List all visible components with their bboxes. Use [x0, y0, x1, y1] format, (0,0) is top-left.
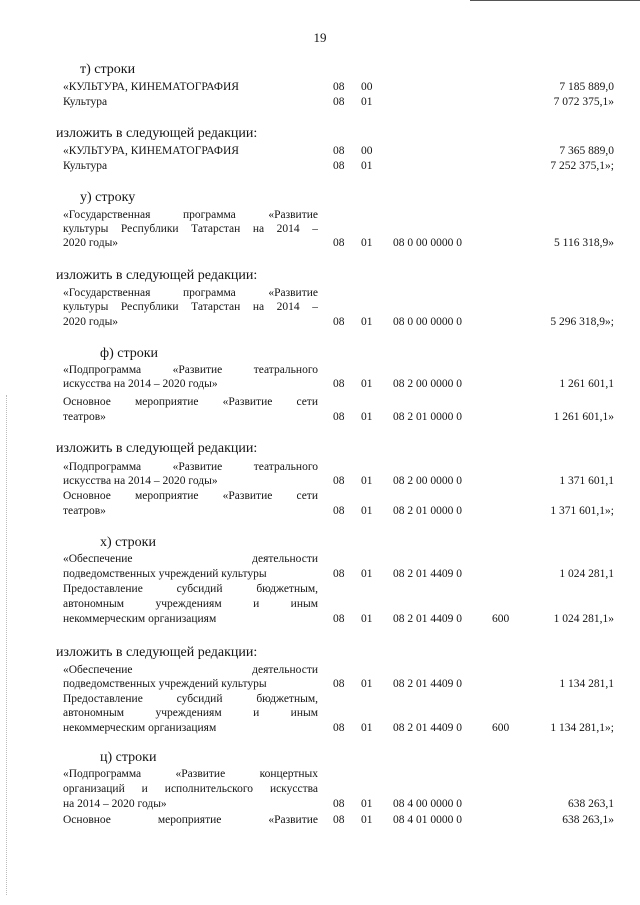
budget-row: [0, 813, 640, 827]
section-heading: ц) строки: [100, 750, 157, 765]
row-expense-type: 600: [492, 722, 510, 734]
row-subsection-code: 01: [361, 411, 373, 423]
row-name: 2020 годы»: [63, 316, 119, 328]
row-subsection-code: 01: [361, 237, 373, 249]
row-name: театров»: [63, 411, 106, 423]
row-section-code: 08: [333, 96, 345, 108]
budget-row: [0, 692, 640, 706]
budget-row: [0, 721, 640, 735]
row-amount: 7 072 375,1»: [553, 96, 614, 108]
row-name: 2020 годы»: [63, 237, 119, 249]
row-name: театров»: [63, 505, 106, 517]
row-subsection-code: 01: [361, 316, 373, 328]
row-target-article: 08 2 01 4409 0: [393, 678, 462, 690]
row-amount: 638 263,1»: [562, 814, 614, 826]
budget-row: [0, 144, 640, 158]
row-subsection-code: 01: [361, 475, 373, 487]
row-target-article: 08 2 01 0000 0: [393, 505, 462, 517]
row-target-article: 08 2 01 4409 0: [393, 568, 462, 580]
row-name: подведомственных учреждений культуры: [63, 678, 267, 690]
row-expense-type: 600: [492, 613, 510, 625]
row-subsection-code: 01: [361, 378, 373, 390]
budget-row: [0, 504, 640, 518]
row-name: организаций и исполнительского искусства: [63, 783, 318, 795]
row-target-article: 08 4 00 0000 0: [393, 798, 462, 810]
row-section-code: 08: [333, 237, 345, 249]
budget-row: [0, 377, 640, 391]
row-subsection-code: 00: [361, 81, 373, 93]
row-name: автономным учреждениям и иным: [63, 707, 318, 719]
budget-row: [0, 363, 640, 377]
row-target-article: 08 4 01 0000 0: [393, 814, 462, 826]
row-name: «Обеспечение деятельности: [63, 664, 318, 676]
row-name: Основное мероприятие «Развитие сети: [63, 396, 318, 408]
row-section-code: 08: [333, 678, 345, 690]
section-heading: изложить в следующей редакции:: [56, 268, 258, 283]
section-heading: у) строку: [80, 190, 136, 205]
budget-row: [0, 159, 640, 173]
row-amount: 5 296 318,9»;: [550, 316, 614, 328]
row-amount: 638 263,1: [568, 798, 614, 810]
budget-row: [0, 677, 640, 691]
budget-row: [0, 567, 640, 581]
row-amount: 7 365 889,0: [559, 145, 614, 157]
budget-row: [0, 597, 640, 611]
row-amount: 7 185 889,0: [559, 81, 614, 93]
row-target-article: 08 0 00 0000 0: [393, 316, 462, 328]
header-rule: [470, 0, 640, 1]
row-section-code: 08: [333, 411, 345, 423]
row-section-code: 08: [333, 568, 345, 580]
row-section-code: 08: [333, 505, 345, 517]
row-section-code: 08: [333, 81, 345, 93]
row-name: искусства на 2014 – 2020 годы»: [63, 475, 218, 487]
row-name: «КУЛЬТУРА, КИНЕМАТОГРАФИЯ: [63, 81, 239, 93]
budget-row: [0, 315, 640, 329]
section-heading: изложить в следующей редакции:: [56, 126, 258, 141]
row-target-article: 08 2 01 4409 0: [393, 613, 462, 625]
row-name: «Подпрограмма «Развитие театрального: [63, 364, 318, 376]
row-amount: 1 134 281,1: [559, 678, 614, 690]
row-amount: 1 024 281,1: [559, 568, 614, 580]
row-name: Культура: [63, 160, 108, 172]
budget-row: [0, 797, 640, 811]
row-name: «Государственная программа «Развитие: [63, 287, 318, 299]
row-name: Основное мероприятие «Развитие: [63, 814, 318, 826]
budget-row: [0, 474, 640, 488]
budget-row: [0, 410, 640, 424]
row-name: культуры Республики Татарстан на 2014 –: [63, 223, 318, 235]
page-number: 19: [313, 30, 327, 45]
budget-row: [0, 612, 640, 626]
budget-row: [0, 395, 640, 409]
budget-row: [0, 300, 640, 314]
row-subsection-code: 01: [361, 160, 373, 172]
row-name: искусства на 2014 – 2020 годы»: [63, 378, 218, 390]
row-subsection-code: 01: [361, 96, 373, 108]
budget-row: [0, 286, 640, 300]
row-section-code: 08: [333, 475, 345, 487]
row-amount: 1 261 601,1»: [553, 411, 614, 423]
row-name: «Подпрограмма «Развитие театрального: [63, 461, 318, 473]
budget-row: [0, 706, 640, 720]
row-section-code: 08: [333, 722, 345, 734]
row-amount: 7 252 375,1»;: [550, 160, 614, 172]
section-heading: т) строки: [80, 62, 136, 77]
row-section-code: 08: [333, 160, 345, 172]
row-section-code: 08: [333, 145, 345, 157]
budget-row: [0, 80, 640, 94]
budget-row: [0, 582, 640, 596]
budget-row: [0, 767, 640, 781]
row-name: подведомственных учреждений культуры: [63, 568, 267, 580]
row-amount: 5 116 318,9»: [554, 237, 614, 249]
row-amount: 1 261 601,1: [559, 378, 614, 390]
row-name: автономным учреждениям и иным: [63, 598, 318, 610]
budget-row: [0, 782, 640, 796]
row-name: культуры Республики Татарстан на 2014 –: [63, 301, 318, 313]
row-name: некоммерческим организациям: [63, 722, 217, 734]
row-subsection-code: 01: [361, 798, 373, 810]
row-name: «Подпрограмма «Развитие концертных: [63, 768, 318, 780]
row-subsection-code: 01: [361, 722, 373, 734]
row-name: «Государственная программа «Развитие: [63, 209, 318, 221]
row-name: Предоставление субсидий бюджетным,: [63, 693, 318, 705]
row-name: «Обеспечение деятельности: [63, 553, 318, 565]
budget-row: [0, 489, 640, 503]
row-section-code: 08: [333, 378, 345, 390]
section-heading: изложить в следующей редакции:: [56, 441, 258, 456]
budget-row: [0, 95, 640, 109]
row-subsection-code: 00: [361, 145, 373, 157]
row-target-article: 08 2 00 0000 0: [393, 378, 462, 390]
row-name: Основное мероприятие «Развитие сети: [63, 490, 318, 502]
section-heading: изложить в следующей редакции:: [56, 645, 258, 660]
row-section-code: 08: [333, 798, 345, 810]
row-name: «КУЛЬТУРА, КИНЕМАТОГРАФИЯ: [63, 145, 239, 157]
row-subsection-code: 01: [361, 568, 373, 580]
row-amount: 1 024 281,1»: [553, 613, 614, 625]
budget-row: [0, 236, 640, 250]
section-heading: ф) строки: [100, 346, 159, 361]
budget-row: [0, 222, 640, 236]
section-heading: х) строки: [100, 535, 156, 550]
row-amount: 1 134 281,1»;: [550, 722, 614, 734]
row-name: некоммерческим организациям: [63, 613, 217, 625]
row-amount: 1 371 601,1»;: [550, 505, 614, 517]
budget-row: [0, 460, 640, 474]
budget-row: [0, 663, 640, 677]
row-amount: 1 371 601,1: [559, 475, 614, 487]
row-section-code: 08: [333, 613, 345, 625]
row-section-code: 08: [333, 316, 345, 328]
budget-row: [0, 552, 640, 566]
row-target-article: 08 2 01 0000 0: [393, 411, 462, 423]
row-target-article: 08 2 01 4409 0: [393, 722, 462, 734]
row-subsection-code: 01: [361, 613, 373, 625]
row-subsection-code: 01: [361, 678, 373, 690]
row-target-article: 08 0 00 0000 0: [393, 237, 462, 249]
row-name: Предоставление субсидий бюджетным,: [63, 583, 318, 595]
row-name: Культура: [63, 96, 108, 108]
row-subsection-code: 01: [361, 505, 373, 517]
budget-row: [0, 208, 640, 222]
row-subsection-code: 01: [361, 814, 373, 826]
row-target-article: 08 2 00 0000 0: [393, 475, 462, 487]
row-name: на 2014 – 2020 годы»: [63, 798, 167, 810]
row-section-code: 08: [333, 814, 345, 826]
